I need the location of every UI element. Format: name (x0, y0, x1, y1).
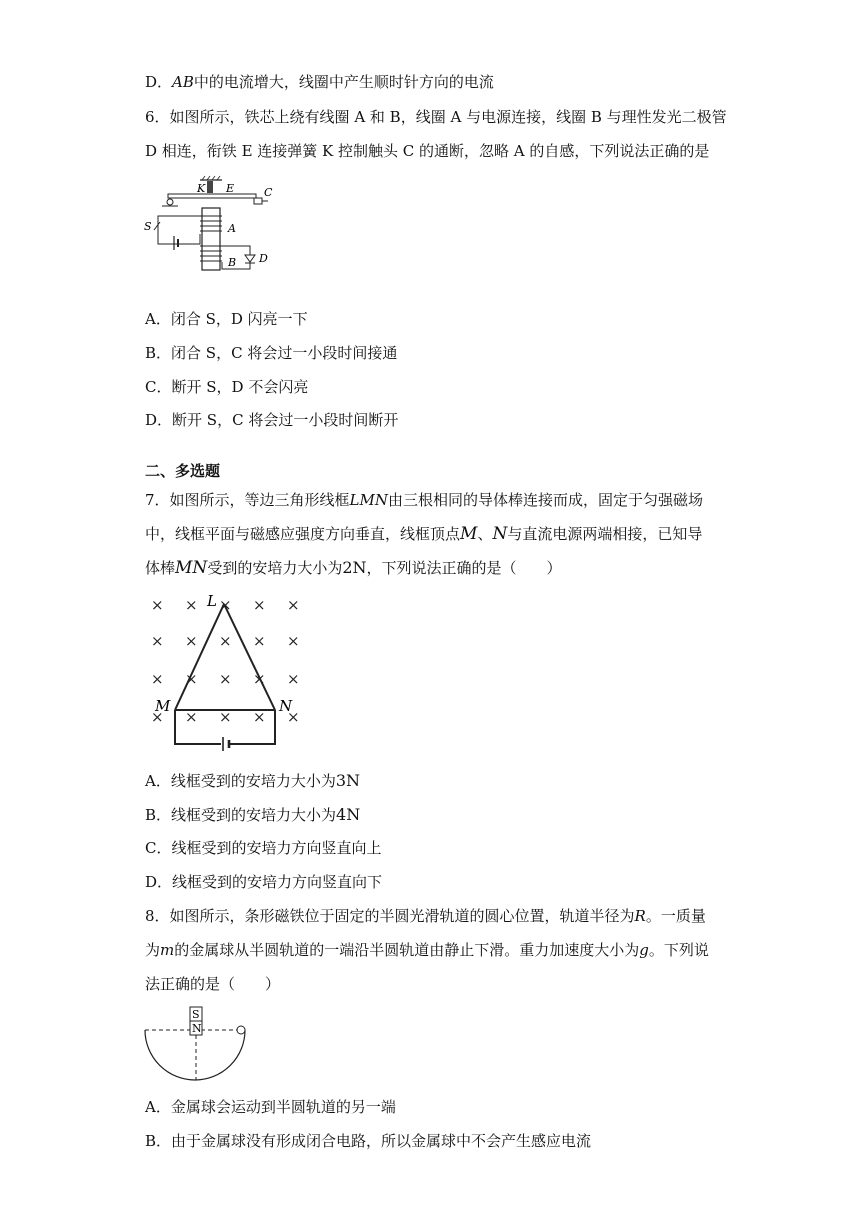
q6-label-c: C (264, 186, 273, 199)
q7-label-m: M (155, 697, 171, 715)
q8-magnet-s-label: S (192, 1008, 200, 1021)
field-cross-mark: × (253, 708, 266, 726)
q6-label-d: D (259, 252, 268, 265)
q6-stem-line-2: D 相连，衔铁 E 连接弹簧 K 控制触头 C 的通断，忽略 A 的自感，下列说法正确的是 (145, 142, 710, 160)
q7-option-b: B．线框受到的安培力大小为4N (145, 805, 361, 824)
field-cross-mark: × (151, 596, 164, 614)
q6-option-a: A．闭合 S，D 闪亮一下 (145, 310, 308, 328)
q7-option-a: A．线框受到的安培力大小为3N (145, 771, 361, 790)
field-cross-mark: × (219, 708, 232, 726)
q6-circuit-figure (140, 174, 280, 274)
q7-magnetic-field-figure (145, 592, 310, 752)
q5-option-d-text: 中的电流增大，线圈中产生顺时针方向的电流 (193, 73, 494, 91)
q6-stem-line-1: 6．如图所示，铁芯上绕有线圈 A 和 B，线圈 A 与电源连接，线圈 B 与理性发光二极管 (145, 108, 727, 126)
q6-option-b: B．闭合 S，C 将会过一小段时间接通 (145, 344, 398, 362)
field-cross-mark: × (253, 596, 266, 614)
q5-option-d (145, 72, 494, 92)
field-cross-mark: × (287, 632, 300, 650)
q8-semicircle-track-figure (140, 1004, 255, 1084)
q7-stem-line-3: 体棒MN受到的安培力大小为2N，下列说法正确的是（ ） (145, 558, 562, 578)
q6-label-s: S (144, 220, 152, 233)
q6-option-c: C．断开 S，D 不会闪亮 (145, 378, 309, 396)
q7-label-n: N (279, 697, 293, 715)
field-cross-mark: × (253, 632, 266, 650)
q8-metal-ball (237, 1026, 245, 1034)
field-cross-mark: × (151, 708, 164, 726)
field-cross-mark: × (219, 596, 232, 614)
section-heading-multi-choice: 二、多选题 (145, 462, 221, 480)
q6-label-k: K (197, 182, 206, 195)
field-cross-mark: × (219, 632, 232, 650)
field-cross-mark: × (185, 632, 198, 650)
q6-label-b: B (228, 256, 237, 269)
field-cross-mark: × (219, 670, 232, 688)
q7-option-c: C．线框受到的安培力方向竖直向上 (145, 839, 382, 857)
field-cross-mark: × (185, 596, 198, 614)
q8-stem-line-1: 8．如图所示，条形磁铁位于固定的半圆光滑轨道的圆心位置，轨道半径为R。一质量 (145, 907, 706, 925)
q5-option-d-variable: AB (172, 73, 194, 91)
field-cross-mark: × (253, 670, 266, 688)
q5-option-d-prefix: D． (145, 73, 173, 91)
q6-label-a: A (228, 222, 236, 235)
field-cross-mark: × (151, 670, 164, 688)
field-cross-mark: × (287, 708, 300, 726)
q7-label-l: L (207, 592, 217, 610)
q7-stem-line-1: 7．如图所示，等边三角形线框LMN由三根相同的导体棒连接而成，固定于匀强磁场 (145, 491, 704, 509)
q6-label-e: E (226, 182, 235, 195)
q7-stem-line-2: 中，线框平面与磁感应强度方向垂直，线框顶点M、N与直流电源两端相接，已知导 (145, 524, 703, 544)
q8-option-b: B．由于金属球没有形成闭合电路，所以金属球中不会产生感应电流 (145, 1132, 592, 1150)
field-cross-mark: × (151, 632, 164, 650)
field-cross-mark: × (287, 670, 300, 688)
field-cross-mark: × (185, 670, 198, 688)
q8-option-a: A．金属球会运动到半圆轨道的另一端 (145, 1098, 396, 1116)
q7-option-d: D．线框受到的安培力方向竖直向下 (145, 873, 383, 891)
field-cross-mark: × (185, 708, 198, 726)
q6-option-d: D．断开 S，C 将会过一小段时间断开 (145, 411, 399, 429)
q8-magnet-n-label: N (192, 1022, 202, 1035)
q8-stem-line-2: 为m的金属球从半圆轨道的一端沿半圆轨道由静止下滑。重力加速度大小为g。下列说 (145, 941, 709, 959)
field-cross-mark: × (287, 596, 300, 614)
q8-stem-line-3: 法正确的是（ ） (145, 975, 281, 993)
